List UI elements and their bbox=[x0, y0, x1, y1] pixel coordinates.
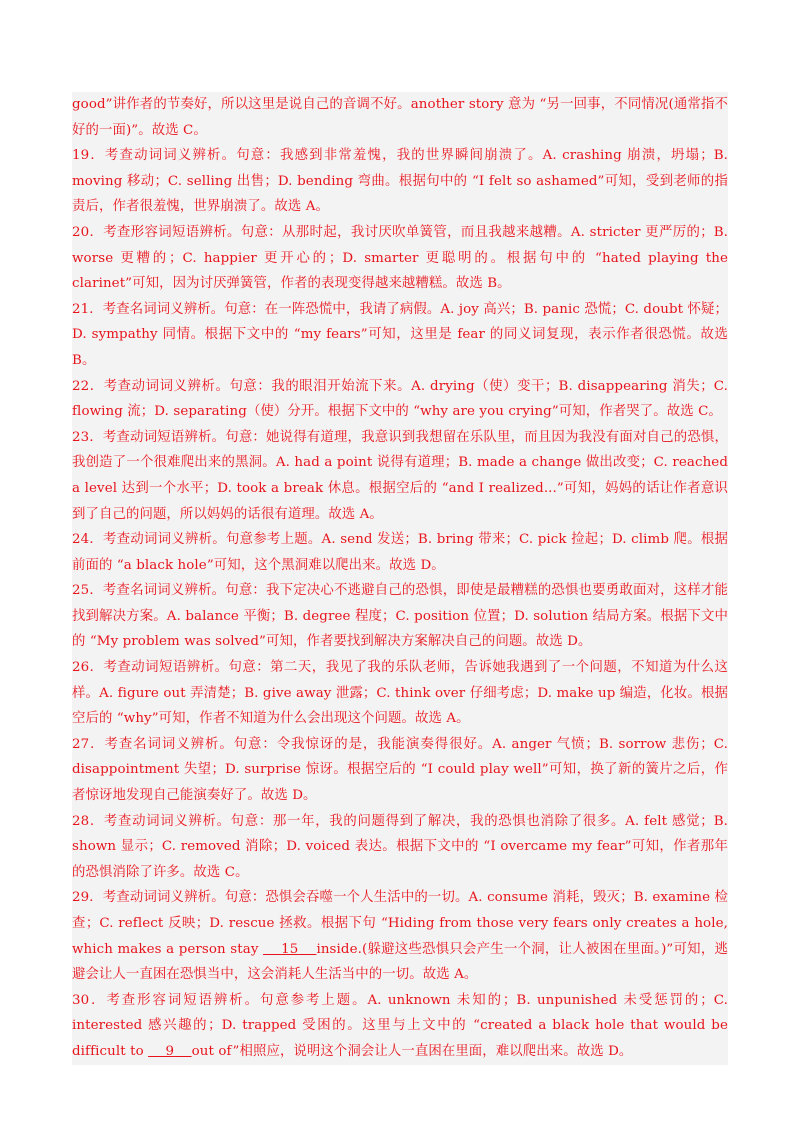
answer-20: 20．考查形容词短语辨析。句意：从那时起，我讨厌吹单簧管，而且我越来越糟。A. stricter 更严厉的；B. worse 更糟的；C. happier 更开心的；D. smarter 更聪明的。根据句中的 “hated playing the clarinet”可知，因为讨厌弹簧管，作者的表现变得越来越糟糕。故选 B。 bbox=[72, 224, 728, 292]
answer-28: 28．考查动词词义辨析。句意：那一年，我的问题得到了解决，我的恐惧也消除了很多。A. felt 感觉；B. shown 显示；C. removed 消除；D. voiced 表达。根据下文中的 “I overcame my fear”可知，作者那年的恐惧消除了许多。故选 C。 bbox=[72, 813, 728, 880]
answer-26: 26．考查动词短语辨析。句意：第二天，我见了我的乐队老师，告诉她我遇到了一个问题，不知道为什么这样。A. figure out 弄清楚；B. give away 泄露；C. think over 仔细考虑；D. make up 编造，化妆。根据空后的 “why”可知，作者不知道为什么会出现这个问题。故选 A。 bbox=[72, 660, 728, 727]
blank-15: 15 bbox=[281, 941, 299, 957]
answer-22: 22．考查动词词义辨析。句意：我的眼泪开始流下来。A. drying（使）变干；B. disappearing 消失；C. flowing 流；D. separating（使）分开。根据下文中的 “why are you crying”可知，作者哭了。故选 C。 bbox=[72, 378, 728, 420]
answer-21: 21．考查名词词义辨析。句意：在一阵恐慌中，我请了病假。A. joy 高兴；B. panic 恐慌；C. doubt 怀疑；D. sympathy 同情。根据下文中的 “my fears”可知，这里是 fear 的同义词复现，表示作者很恐慌。故选 B。 bbox=[72, 301, 728, 368]
answer-29: 29．考查动词词义辨析。句意：恐惧会吞噬一个人生活中的一切。A. consume 消耗，毁灭；B. examine 检查；C. reflect 反映；D. rescue 拯救。根据下句 “Hiding from those very fears only creates a hole, which makes a person stay 15 inside.(躲避这些恐惧只会产生一个洞，让人被困在里面。)”可知，逃避会让人一直困在恐惧当中，这会消耗人生活当中的一切。故选 A。 bbox=[72, 890, 728, 983]
answer-30: 30．考查形容词短语辨析。句意参考上题。A. unknown 未知的；B. unpunished 未受惩罚的；C. interested 感兴趣的；D. trapped 受困的。这里与上文中的 “created a black hole that would be difficult to 9 out of”相照应，说明这个洞会让人一直困在里面，难以爬出来。故选 D。 bbox=[72, 992, 728, 1059]
answer-27: 27．考查名词词义辨析。句意：令我惊讶的是，我能演奏得很好。A. anger 气愤；B. sorrow 悲伤；C. disappointment 失望；D. surprise 惊讶。根据空后的 “I could play well”可知，换了新的簧片之后，作者惊讶地发现自己能演奏好了。故选 D。 bbox=[72, 736, 728, 804]
answer-23: 23．考查动词短语辨析。句意：她说得有道理，我意识到我想留在乐队里，而且因为我没有面对自己的恐惧，我创造了一个很难爬出来的黑洞。A. had a point 说得有道理；B. made a change 做出改变；C. reached a level 达到一个水平；D. took a break 休息。根据空后的 “and I realized...”可知，妈妈的话让作者意识到了自己的问题，所以妈妈的话很有道理。故选 A。 bbox=[72, 429, 728, 522]
answer-continuation: good”讲作者的节奏好，所以这里是说自己的音调不好。another story 意为 “另一回事，不同情况(通常指不好的一面)”。故选 C。 bbox=[72, 97, 728, 138]
answer-19: 19．考查动词词义辨析。句意：我感到非常羞愧，我的世界瞬间崩溃了。A. crashing 崩溃，坍塌；B. moving 移动；C. selling 出售；D. bending 弯曲。根据句中的 “I felt so ashamed”可知，受到老师的指责后，作者很羞愧，世界崩溃了。故选 A。 bbox=[72, 148, 728, 215]
answer-24: 24．考查动词词义辨析。句意参考上题。A. send 发送；B. bring 带来；C. pick 捡起；D. climb 爬。根据前面的 “a black hole”可知，这个黑洞难以爬出来。故选 D。 bbox=[72, 532, 728, 573]
answer-25: 25．考查名词词义辨析。句意：我下定决心不逃避自己的恐惧，即使是最糟糕的恐惧也要勇敢面对，这样才能找到解决方案。A. balance 平衡；B. degree 程度；C. position 位置；D. solution 结局方案。根据下文中的 “My problem was solved”可知，作者要找到解决方案解决自己的问题。故选 D。 bbox=[72, 583, 728, 650]
answer-explanations bbox=[72, 92, 728, 1065]
blank-9: 9 bbox=[165, 1043, 175, 1059]
